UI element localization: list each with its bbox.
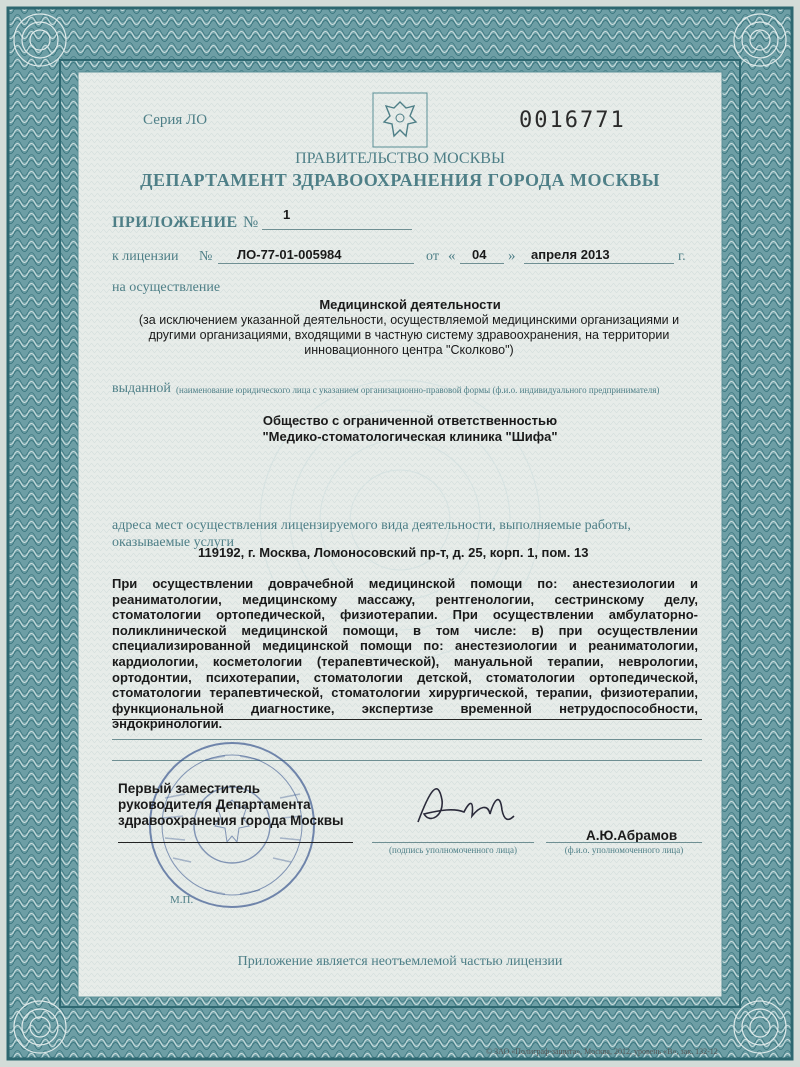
- appendix-no-sign: №: [243, 214, 259, 231]
- handwritten-signature: [410, 770, 520, 840]
- appendix-label: ПРИЛОЖЕНИЕ: [112, 214, 238, 231]
- signature-underline: [372, 842, 534, 843]
- series-label: Серия ЛО: [143, 112, 208, 128]
- license-day: 04: [472, 247, 487, 262]
- license-open-quote: «: [448, 248, 456, 264]
- printer-imprint: © ЗАО «Полиграф-защита», Москва, 2012, уровень «В», зак. 132-12: [486, 1047, 718, 1056]
- license-number-underline: [218, 263, 414, 264]
- activity-note: (за исключением указанной деятельности, осуществляемой медицинскими организациями и другими организациями, входящими в частную систему здравоохранения, на территории инновационного центра "Сколково"): [138, 313, 680, 357]
- position-underline: [118, 842, 353, 843]
- services-end-rule: [112, 719, 702, 720]
- license-no-sign: №: [199, 249, 213, 264]
- issued-hint: (наименование юридического лица с указанием организационно-правовой формы (ф.и.о. индивидуального предпринимателя): [176, 385, 660, 395]
- license-month-year: апреля 2013: [531, 247, 610, 262]
- issued-label: выданной: [112, 381, 171, 396]
- services-text: При осуществлении доврачебной медицинской помощи по: анестезиологии и реаниматологии, медицинскому массажу, рентгенологии, сестринскому делу, стоматологии ортопедической, физиотерапии. При осуществлении амбулаторно-поликлинической медицинской помощи, в том числе: в) при осуществлении специализированной медицинской помощи по: анестезиологии и реаниматологии, кардиологии, косметологии (терапевтической), мануальной терапии, неврологии, ортодонтии, психотерапии, стоматологии детской, стоматологии ортопедической, стоматологии терапевтической, стоматологии хирургической, терапии, физиотерапии, функциональной диагностике, экспертизе временной нетрудоспособности, эндокринологии.: [112, 576, 698, 732]
- government-title: ПРАВИТЕЛЬСТВО МОСКВЫ: [295, 150, 505, 167]
- appendix-number: 1: [283, 207, 291, 222]
- license-year-suffix: г.: [678, 249, 686, 264]
- activity-label: на осуществление: [112, 280, 221, 295]
- name-caption: (ф.и.о. уполномоченного лица): [564, 845, 684, 855]
- signature-caption: (подпись уполномоченного лица): [389, 845, 517, 855]
- signatory-name: А.Ю.Абрамов: [586, 828, 678, 843]
- address-value: 119192, г. Москва, Ломоносовский пр-т, д. 25, корп. 1, пом. 13: [198, 545, 589, 560]
- address-label: адреса мест осуществления лицензируемого вида деятельности, выполняемые работы, оказываемые услуги: [112, 518, 631, 550]
- license-from-label: от: [426, 249, 439, 264]
- license-date-underline: [524, 263, 674, 264]
- activity-title: Медицинской деятельности: [319, 297, 501, 312]
- organization-line-2: "Медико-стоматологическая клиника "Шифа": [262, 429, 558, 444]
- appendix-underline: [262, 229, 412, 230]
- footer-note: Приложение является неотъемлемой частью лицензии: [237, 954, 563, 969]
- organization-line-1: Общество с ограниченной ответственностью: [262, 413, 558, 428]
- license-day-underline: [460, 263, 504, 264]
- license-number: ЛО-77-01-005984: [237, 247, 342, 262]
- department-title: ДЕПАРТАМЕНТ ЗДРАВООХРАНЕНИЯ ГОРОДА МОСКВЫ: [140, 170, 660, 190]
- license-close-quote: »: [508, 248, 516, 264]
- signatory-position: Первый заместитель руководителя Департамента здравоохранения города Москвы: [118, 781, 344, 828]
- stamp-place: М.П.: [170, 894, 194, 906]
- serial-number: 0016771: [519, 108, 626, 133]
- license-prefix: к лицензии: [112, 249, 179, 264]
- coat-of-arms-emblem: [372, 92, 428, 148]
- name-underline: [546, 842, 702, 843]
